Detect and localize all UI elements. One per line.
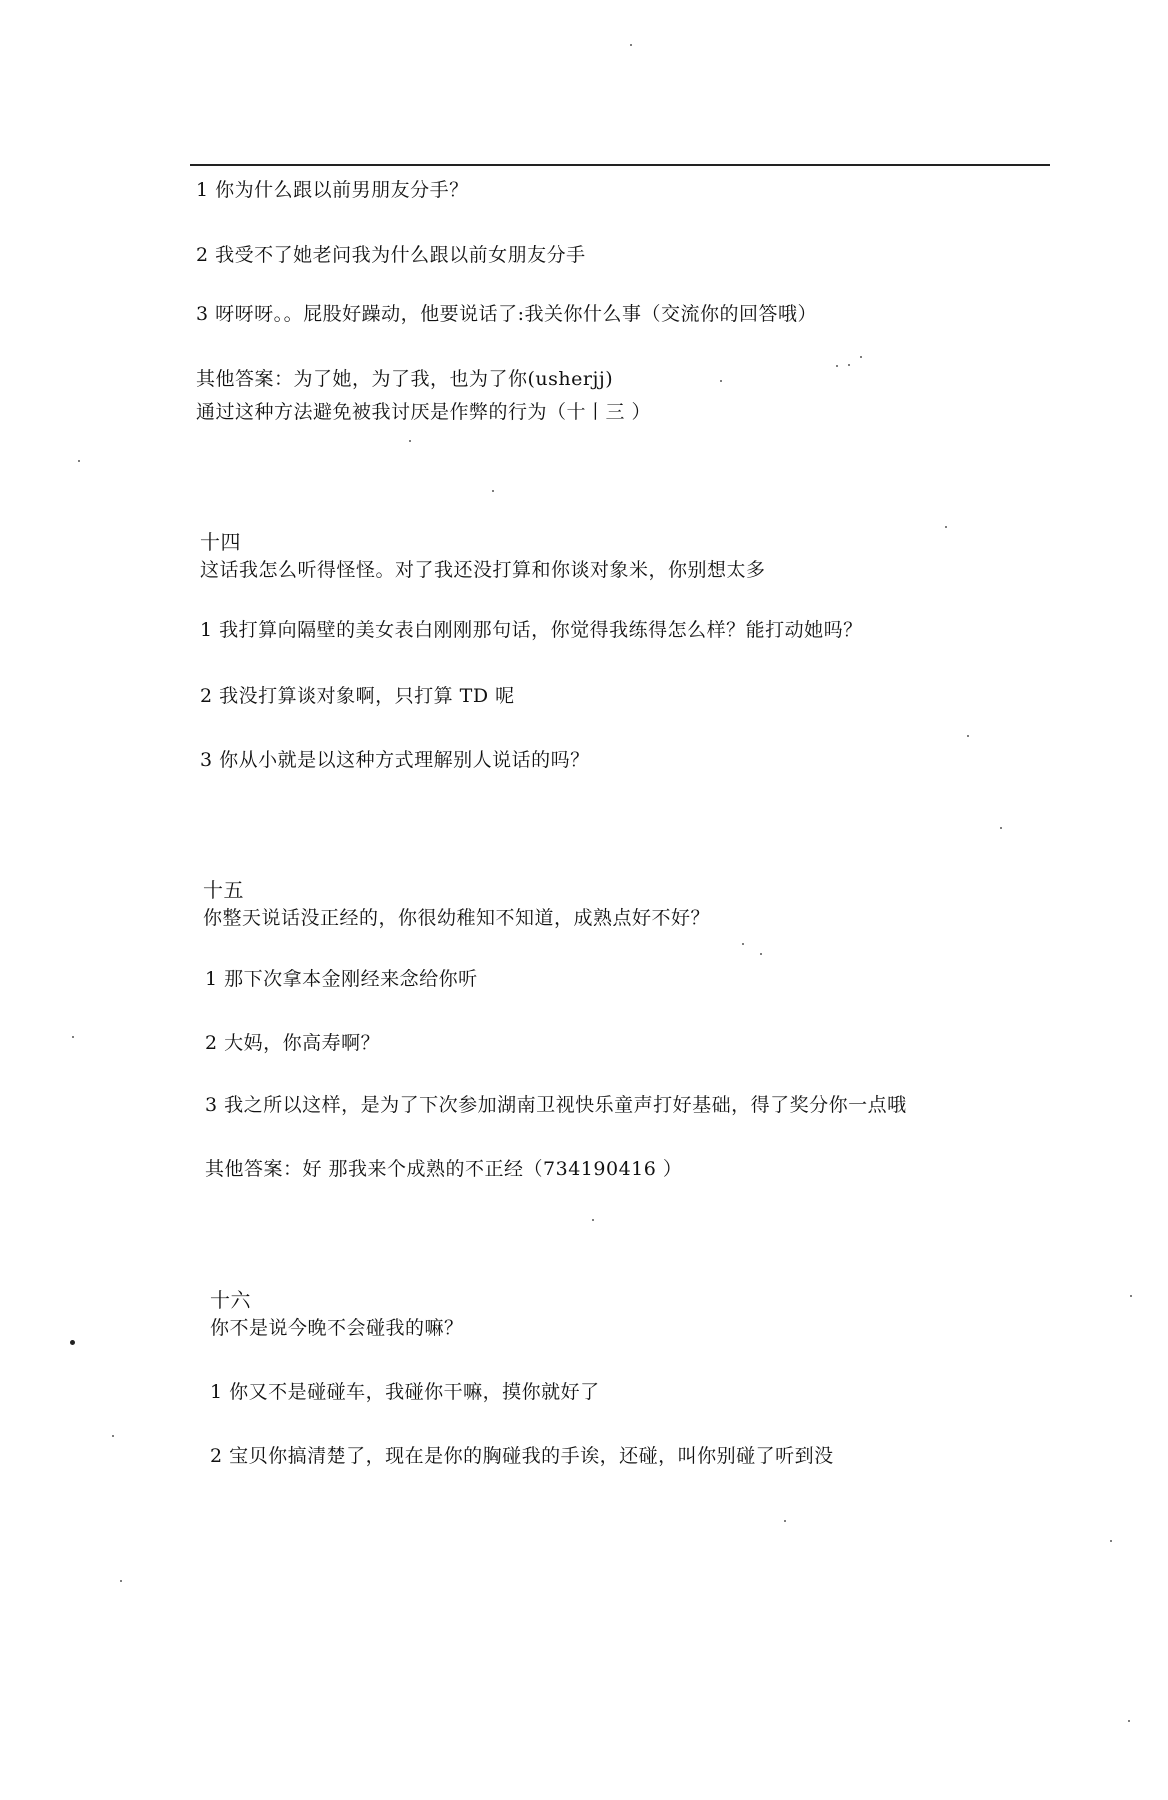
scan-speck bbox=[784, 1520, 786, 1522]
s15-heading: 十五 bbox=[203, 878, 244, 902]
scan-speck bbox=[860, 356, 862, 358]
s16-question: 你不是说今晚不会碰我的嘛？ bbox=[210, 1317, 464, 1339]
s13-answer-2: 2 我受不了她老问我为什么跟以前女朋友分手 bbox=[196, 244, 586, 266]
s14-question: 这话我怎么听得怪怪。对了我还没打算和你谈对象米，你别想太多 bbox=[200, 559, 766, 581]
scan-speck bbox=[720, 380, 722, 382]
s15-question: 你整天说话没正经的，你很幼稚知不知道，成熟点好不好？ bbox=[203, 907, 711, 929]
s16-heading: 十六 bbox=[210, 1288, 251, 1312]
scan-speck bbox=[760, 953, 762, 955]
scan-speck bbox=[409, 440, 411, 442]
s15-answer-1: 1 那下次拿本金刚经来念给你听 bbox=[205, 968, 478, 990]
scan-speck bbox=[967, 735, 969, 737]
s13-other-answer: 其他答案：为了她，为了我，也为了你(usherjj) bbox=[196, 368, 614, 390]
s13-answer-1: 1 你为什么跟以前男朋友分手？ bbox=[196, 179, 469, 201]
scan-speck bbox=[78, 460, 80, 462]
s13-other-answer-2: 通过这种方法避免被我讨厌是作弊的行为（十丨三 ） bbox=[196, 401, 652, 423]
s14-answer-3: 3 你从小就是以这种方式理解别人说话的吗？ bbox=[200, 749, 590, 771]
scan-speck bbox=[836, 365, 838, 367]
scan-speck bbox=[1110, 1540, 1112, 1542]
scan-speck bbox=[120, 1580, 122, 1582]
s16-answer-2: 2 宝贝你搞清楚了，现在是你的胸碰我的手诶，还碰，叫你别碰了听到没 bbox=[210, 1445, 834, 1467]
s15-answer-2: 2 大妈，你高寿啊？ bbox=[205, 1032, 381, 1054]
top-rule bbox=[190, 164, 1050, 166]
scan-speck bbox=[112, 1435, 114, 1437]
scan-speck bbox=[1130, 1295, 1132, 1297]
scan-speck bbox=[742, 943, 744, 945]
s15-answer-3: 3 我之所以这样，是为了下次参加湖南卫视快乐童声打好基础，得了奖分你一点哦 bbox=[205, 1094, 907, 1116]
scan-speck bbox=[1128, 1720, 1130, 1722]
s13-answer-3: 3 呀呀呀。。屁股好躁动，他要说话了:我关你什么事（交流你的回答哦） bbox=[196, 303, 818, 325]
scan-speck bbox=[592, 1219, 594, 1221]
scan-speck bbox=[1000, 827, 1002, 829]
scan-speck bbox=[945, 526, 947, 528]
scan-speck bbox=[848, 364, 850, 366]
s16-answer-1: 1 你又不是碰碰车，我碰你干嘛，摸你就好了 bbox=[210, 1381, 600, 1403]
scan-speck bbox=[72, 1036, 74, 1038]
s14-answer-1: 1 我打算向隔壁的美女表白刚刚那句话，你觉得我练得怎么样？能打动她吗？ bbox=[200, 619, 863, 641]
scan-speck bbox=[630, 44, 632, 46]
s14-answer-2: 2 我没打算谈对象啊，只打算 TD 呢 bbox=[200, 685, 515, 707]
s15-other-answer: 其他答案：好 那我来个成熟的不正经（734190416 ） bbox=[205, 1158, 683, 1180]
scan-speck bbox=[70, 1340, 75, 1345]
scan-speck bbox=[492, 490, 494, 492]
s14-heading: 十四 bbox=[200, 530, 241, 554]
